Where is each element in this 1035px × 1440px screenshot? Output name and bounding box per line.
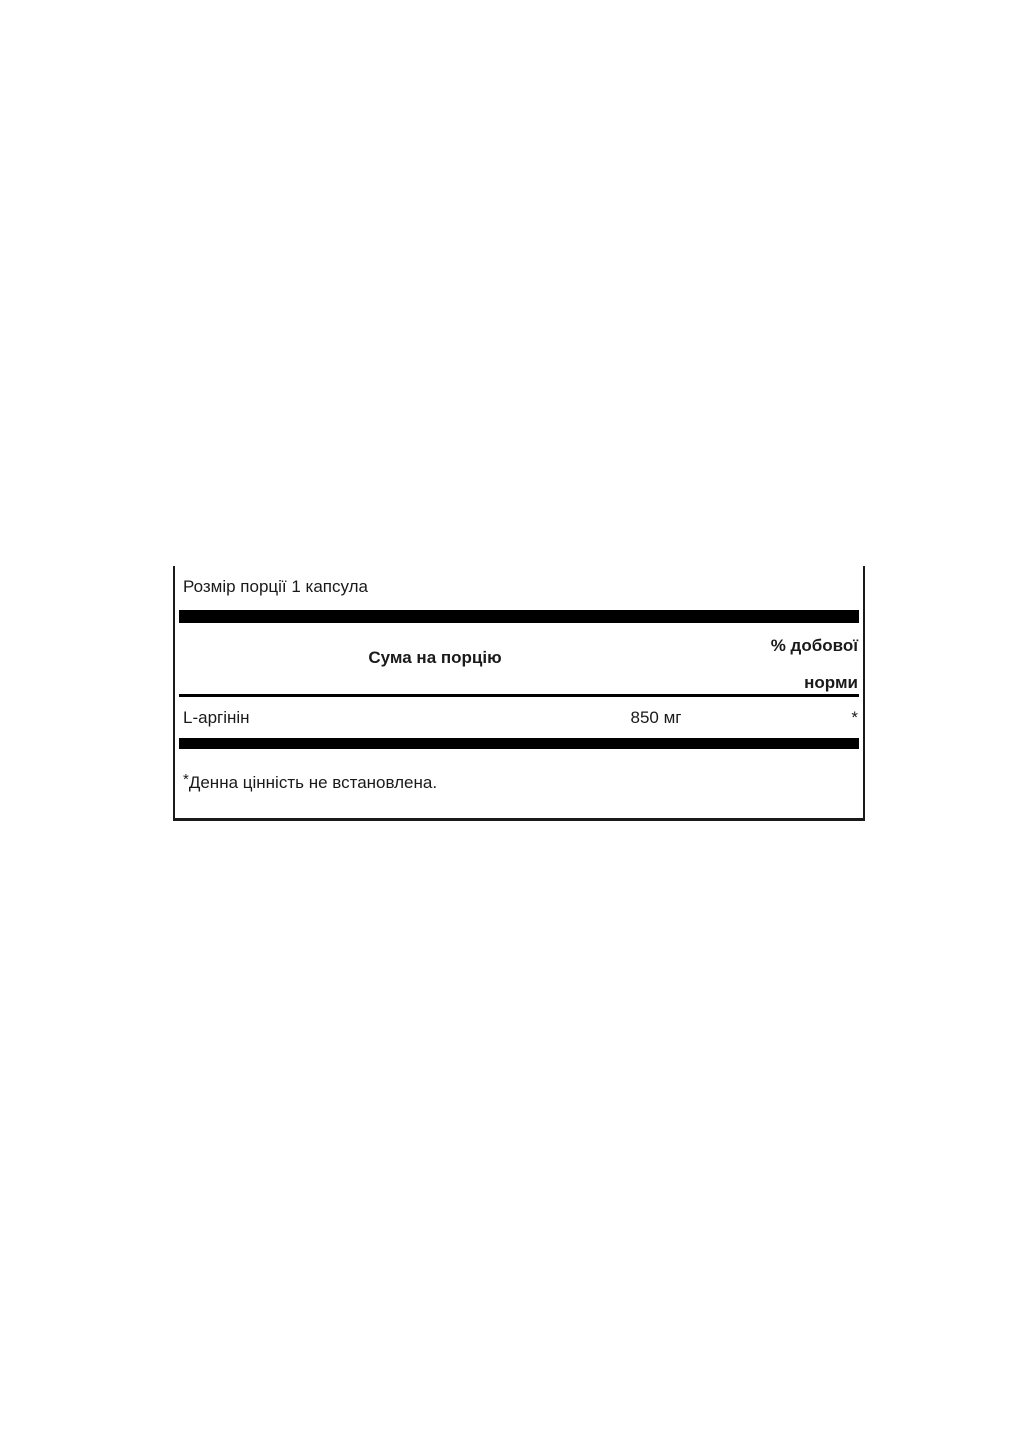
thin-divider	[179, 694, 859, 697]
supplement-facts-panel	[173, 566, 865, 821]
thick-divider-bottom	[179, 738, 859, 749]
nutrient-amount: 850 мг	[630, 708, 682, 727]
footnote-asterisk: *	[183, 771, 189, 788]
daily-value-header-line2: норми	[804, 673, 858, 692]
daily-value-header-line1: % добової	[770, 636, 858, 655]
serving-size-text: Розмір порції 1 капсула	[183, 577, 369, 596]
amount-per-serving-header: Сума на порцію	[368, 648, 502, 667]
nutrient-daily-value: *	[851, 708, 858, 727]
nutrient-name: L-аргінін	[183, 708, 250, 727]
daily-value-header	[771, 627, 858, 701]
thick-divider-top	[179, 610, 859, 623]
footnote-text: Денна цінність не встановлена.	[188, 773, 438, 792]
footnote	[183, 769, 437, 794]
